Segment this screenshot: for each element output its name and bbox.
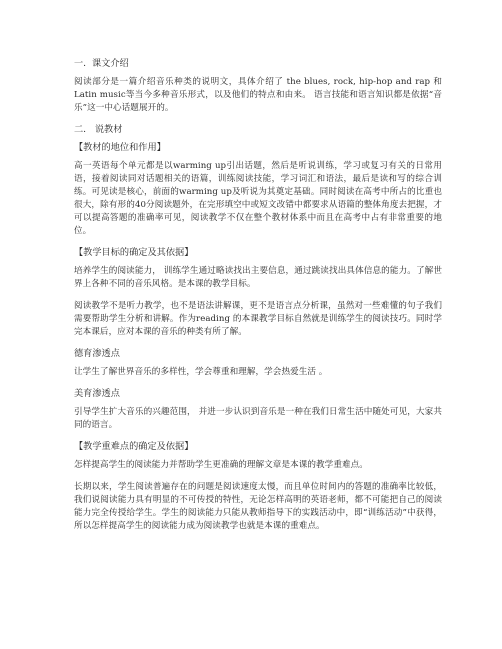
- document-page: [74, 58, 442, 542]
- paragraph-goals-2: 阅读教学不是听力教学，也不是语法讲解课，更不是语言点分析课，虽然对一些难懂的句子我们需要帮助学生分析和讲解。作为reading 的本课教学目标自然就是训练学生的阅读技巧。同时学完本课后，应对本课的音乐的种类有所了解。: [74, 301, 442, 337]
- subheading-aesthetic: 美育渗透点: [74, 388, 120, 399]
- section-heading-text-intro: 一. 课文介绍: [74, 58, 129, 69]
- subheading-position: 【教材的地位和作用】: [74, 142, 166, 153]
- paragraph-keypoints-1: 怎样提高学生的阅读能力并帮助学生更准确的理解文章是本课的教学重难点。: [74, 460, 368, 470]
- paragraph-aesthetic: 引导学生扩大音乐的兴趣范围， 并进一步认识到音乐是一种在我们日常生活中随处可见，大家共同的语言。: [74, 407, 442, 430]
- subheading-moral: 德育渗透点: [74, 348, 120, 359]
- subheading-keypoints: 【教学重难点的确定及依据】: [74, 441, 194, 452]
- paragraph-keypoints-2: 长期以来，学生阅读普遍存在的问题是阅读速度太慢，而且单位时间内的答题的准确率比较低，我们说阅读能力具有明显的不可传授的特性，无论怎样高明的英语老师，都不可能把自己的阅读能力完全传授给学生。学生的阅读能力只能从教师指导下的实践活动中，即“训练活动”中获得，所以怎样提高学生的阅读能力成为阅读教学也就是本课的重难点。: [74, 482, 442, 531]
- paragraph-moral: 让学生了解世界音乐的多样性，学会尊重和理解，学会热爱生活 。: [74, 367, 328, 377]
- section-heading-textbook: 二. 说教材: [74, 124, 123, 135]
- paragraph-text-intro: 阅读部分是一篇介绍音乐种类的说明文，具体介绍了 the blues, rock, hip-hop and rap 和Latin music等当今多种音乐形式，以及他们的特点和由来。 语言技能和语言知识都是依据“音乐”这一中心话题展开的。: [74, 77, 442, 113]
- subheading-goals: 【教学目标的确定及其依据】: [74, 247, 194, 258]
- paragraph-goals-1: 培养学生的阅读能力， 训练学生通过略读找出主要信息，通过跳读找出具体信息的能力。了解世界上各种不同的音乐风格。是本课的教学目标。: [74, 266, 442, 289]
- paragraph-position: 高一英语每个单元都是以warming up引出话题，然后是听说训练，学习或复习有关的日常用语，接着阅读同对话题相关的语篇，训练阅读技能，学习词汇和语法，最后是读和写的综合训练。可见读是核心，前面的warming up及听说为其奠定基础。同时阅读在高考中所占的比重也很大，除有形的40分阅读题外，在完形填空中或短文改错中都要求从语篇的整体角度去把握，才可以提高答题的准确率可见，阅读教学不仅在整个教材体系中而且在高考中占有非常重要的地位。: [74, 161, 442, 236]
